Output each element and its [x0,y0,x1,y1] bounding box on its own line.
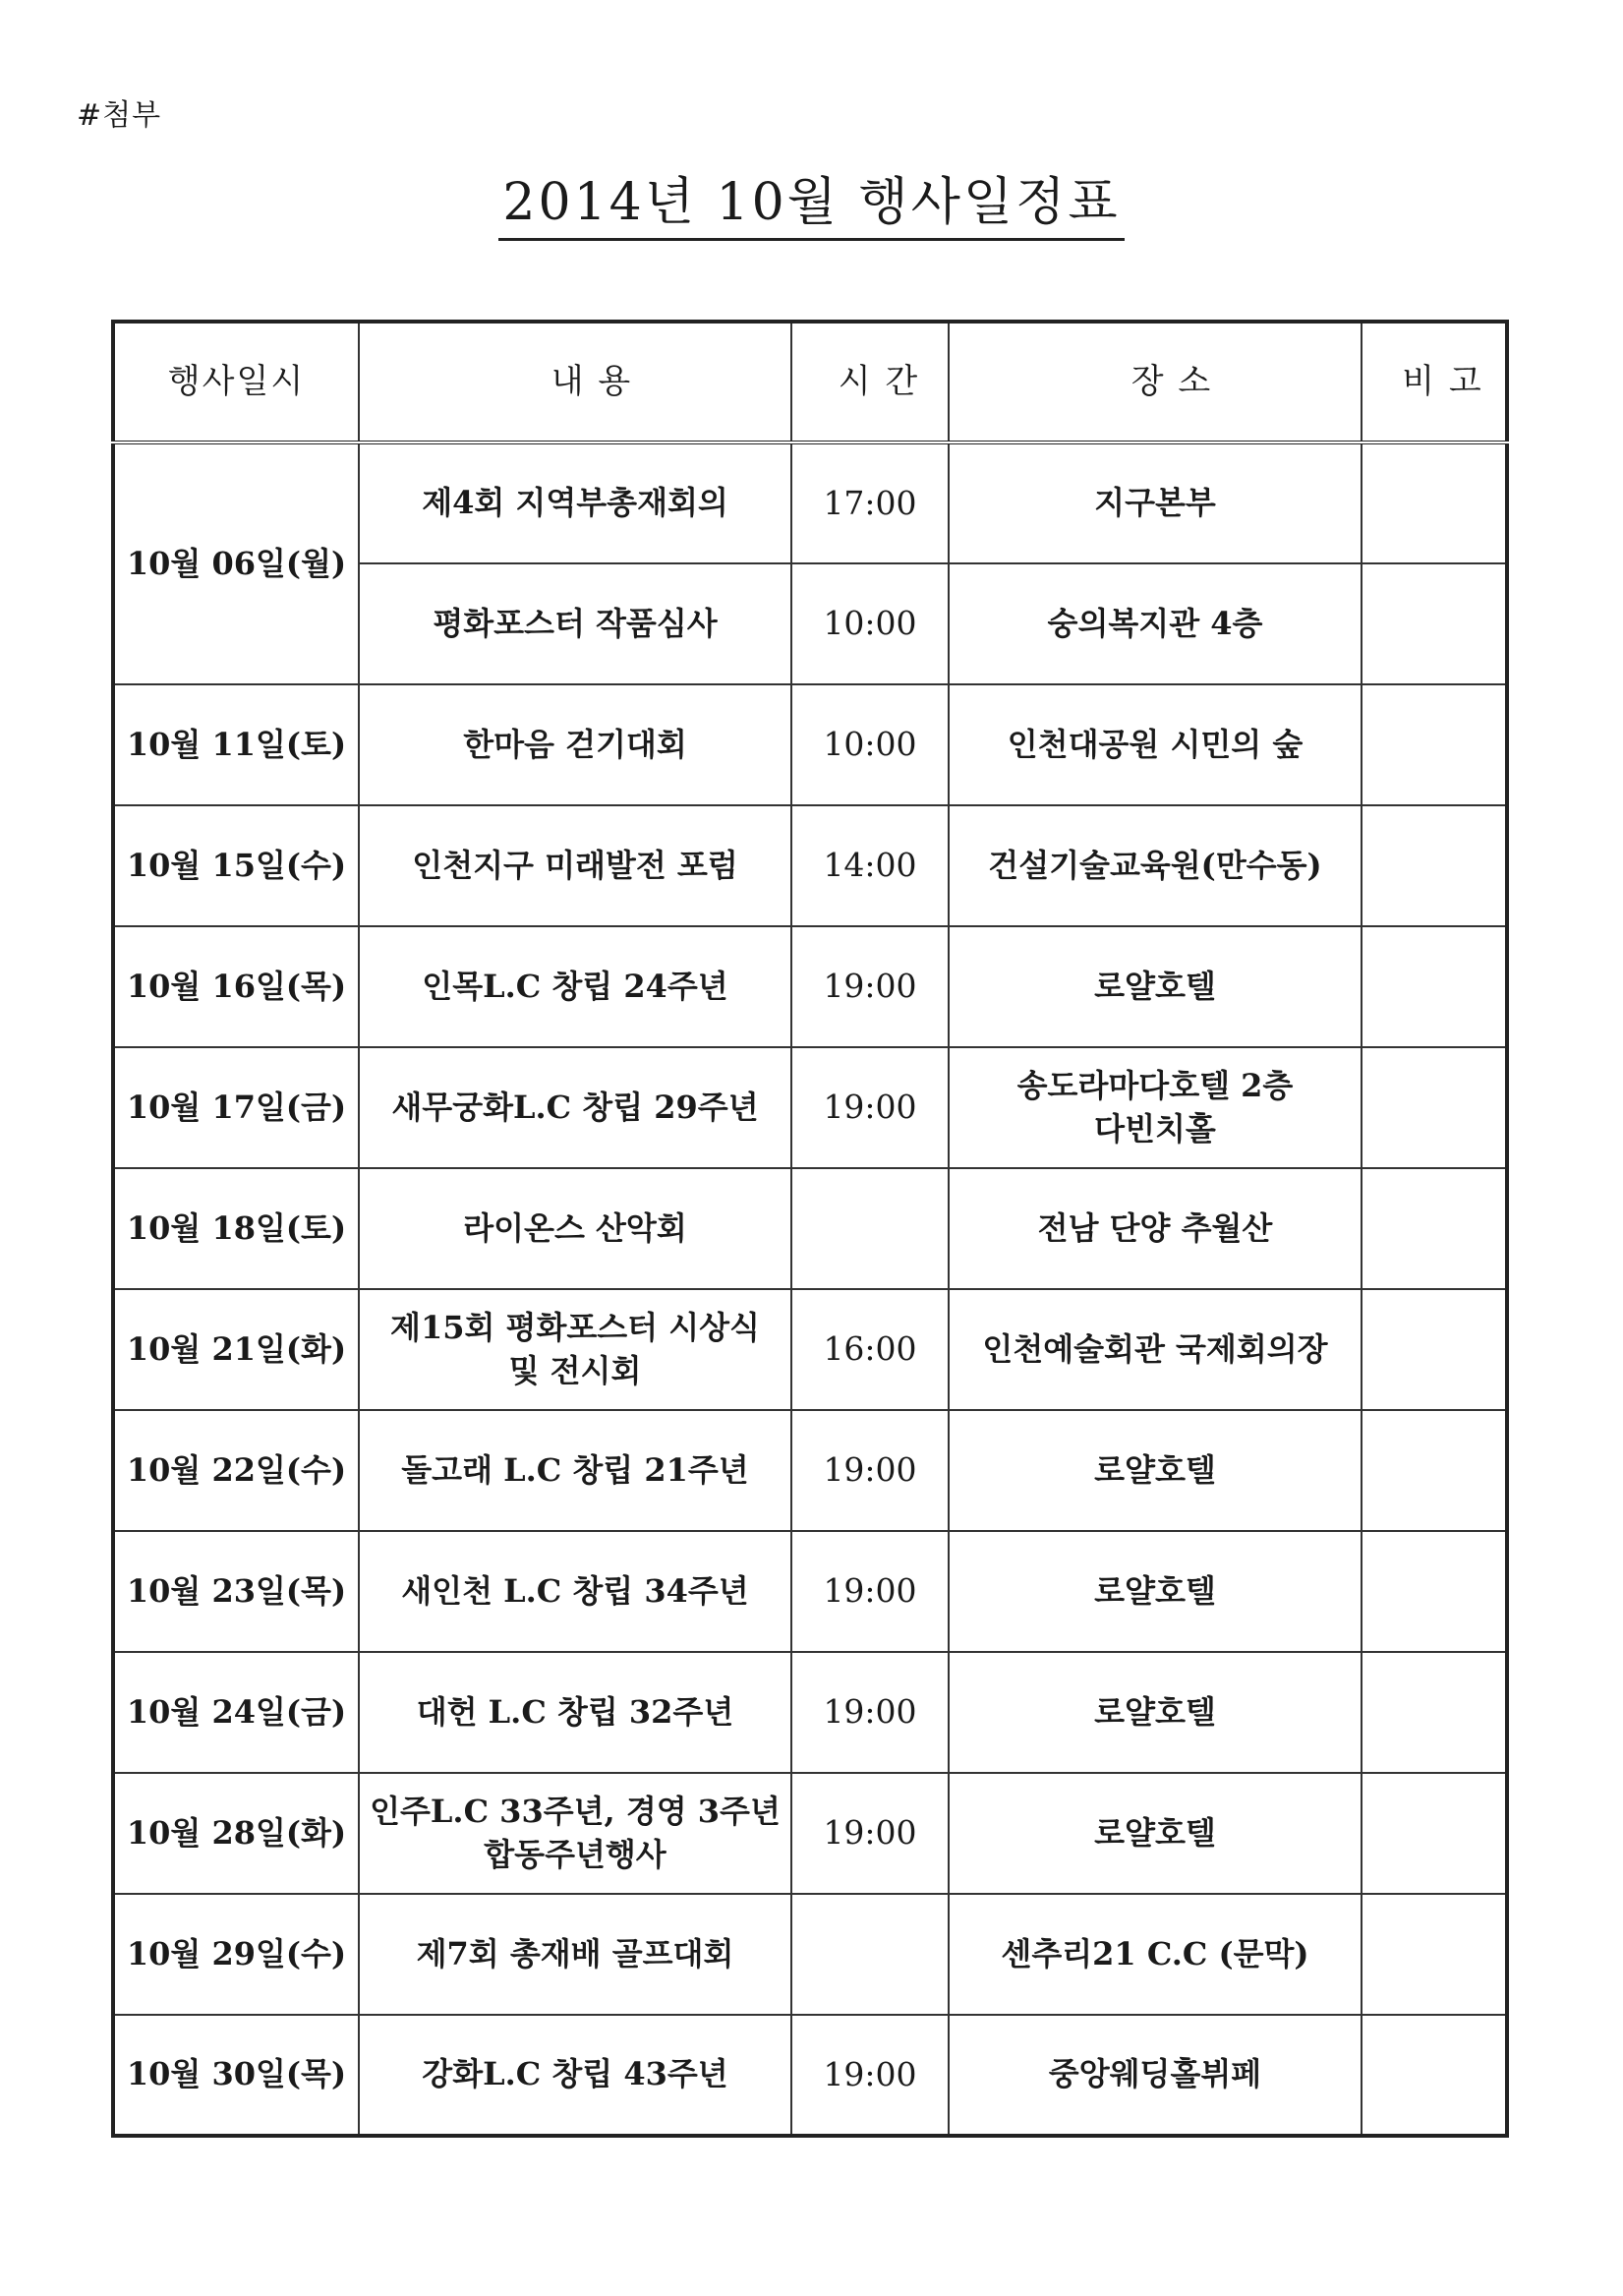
table-row [113,1289,1507,1410]
table-row [113,684,1507,805]
cell-note [1362,1773,1507,1894]
cell-content: 평화포스터 작품심사 [359,563,791,684]
cell-content: 인목L.C 창립 24주년 [359,926,791,1047]
header-note: 비 고 [1362,322,1507,442]
cell-content [359,1289,791,1410]
cell-content-line-2: 및 전시회 [508,1351,642,1389]
table-row [113,1168,1507,1289]
cell-time: 14:00 [791,805,949,926]
cell-content: 새무궁화L.C 창립 29주년 [359,1047,791,1168]
cell-place-line-2: 다빈치홀 [1094,1109,1216,1148]
table-row [113,1047,1507,1168]
cell-content: 강화L.C 창립 43주년 [359,2015,791,2136]
cell-place: 로얄호텔 [949,1652,1362,1773]
cell-note [1362,1410,1507,1531]
cell-note [1362,2015,1507,2136]
cell-date: 10월 15일(수) [113,805,359,926]
cell-time: 19:00 [791,1652,949,1773]
cell-time [791,1168,949,1289]
cell-note [1362,1047,1507,1168]
cell-content: 대헌 L.C 창립 32주년 [359,1652,791,1773]
cell-place: 로얄호텔 [949,1410,1362,1531]
table-row [113,1894,1507,2015]
cell-place: 중앙웨딩홀뷔페 [949,2015,1362,2136]
header-date: 행사일시 [113,322,359,442]
table-row [113,805,1507,926]
cell-date: 10월 21일(화) [113,1289,359,1410]
cell-time: 10:00 [791,684,949,805]
cell-time: 19:00 [791,1410,949,1531]
cell-time: 16:00 [791,1289,949,1410]
cell-time [791,1894,949,2015]
cell-content: 제4회 지역부총재회의 [359,442,791,563]
cell-place: 전남 단양 추월산 [949,1168,1362,1289]
cell-content: 제7회 총재배 골프대회 [359,1894,791,2015]
header-place: 장 소 [949,322,1362,442]
cell-content-line-2: 합동주년행사 [484,1835,667,1873]
cell-content: 한마음 걷기대회 [359,684,791,805]
table-row [113,926,1507,1047]
cell-place: 로얄호텔 [949,1773,1362,1894]
cell-date: 10월 11일(토) [113,684,359,805]
cell-place: 지구본부 [949,442,1362,563]
cell-note [1362,1289,1507,1410]
document-title-text: 2014년 10월 행사일정표 [498,173,1124,241]
table-row [113,1531,1507,1652]
cell-time: 19:00 [791,2015,949,2136]
cell-content-line-1: 인주L.C 33주년, 경영 3주년 [370,1793,781,1831]
table-row [113,2015,1507,2136]
cell-place: 인천대공원 시민의 숲 [949,684,1362,805]
cell-place [949,1047,1362,1168]
cell-date: 10월 29일(수) [113,1894,359,2015]
cell-content-line-1: 제15회 평화포스터 시상식 [390,1309,760,1347]
cell-content: 인천지구 미래발전 포럼 [359,805,791,926]
table-row [113,1773,1507,1894]
cell-content: 돌고래 L.C 창립 21주년 [359,1410,791,1531]
cell-note [1362,926,1507,1047]
cell-content: 새인천 L.C 창립 34주년 [359,1531,791,1652]
cell-time: 19:00 [791,1047,949,1168]
event-schedule-table [111,320,1509,2138]
cell-note [1362,1894,1507,2015]
cell-date: 10월 30일(목) [113,2015,359,2136]
cell-place: 센추리21 C.C (문막) [949,1894,1362,2015]
cell-note [1362,684,1507,805]
header-time: 시 간 [791,322,949,442]
cell-place: 로얄호텔 [949,926,1362,1047]
table-row [113,1652,1507,1773]
cell-note [1362,563,1507,684]
cell-time: 17:00 [791,442,949,563]
cell-note [1362,1531,1507,1652]
cell-note [1362,1168,1507,1289]
cell-content: 라이온스 산악회 [359,1168,791,1289]
cell-note [1362,1652,1507,1773]
table-row [113,442,1507,563]
cell-time: 19:00 [791,1773,949,1894]
table-row [113,1410,1507,1531]
cell-place: 로얄호텔 [949,1531,1362,1652]
cell-date: 10월 16일(목) [113,926,359,1047]
cell-note [1362,442,1507,563]
cell-date: 10월 17일(금) [113,1047,359,1168]
cell-date: 10월 18일(토) [113,1168,359,1289]
cell-content [359,1773,791,1894]
cell-place-line-1: 송도라마다호텔 2층 [1016,1067,1294,1105]
attachment-label: #첨부 [77,98,162,133]
cell-place: 건설기술교육원(만수동) [949,805,1362,926]
cell-note [1362,805,1507,926]
cell-place: 인천예술회관 국제회의장 [949,1289,1362,1410]
cell-date: 10월 22일(수) [113,1410,359,1531]
document-title [0,160,1623,234]
header-content: 내 용 [359,322,791,442]
cell-time: 10:00 [791,563,949,684]
cell-time: 19:00 [791,926,949,1047]
cell-place: 숭의복지관 4층 [949,563,1362,684]
cell-time: 19:00 [791,1531,949,1652]
cell-date: 10월 28일(화) [113,1773,359,1894]
table-header-row [113,322,1507,442]
cell-date: 10월 24일(금) [113,1652,359,1773]
cell-date: 10월 23일(목) [113,1531,359,1652]
cell-date: 10월 06일(월) [113,442,359,684]
